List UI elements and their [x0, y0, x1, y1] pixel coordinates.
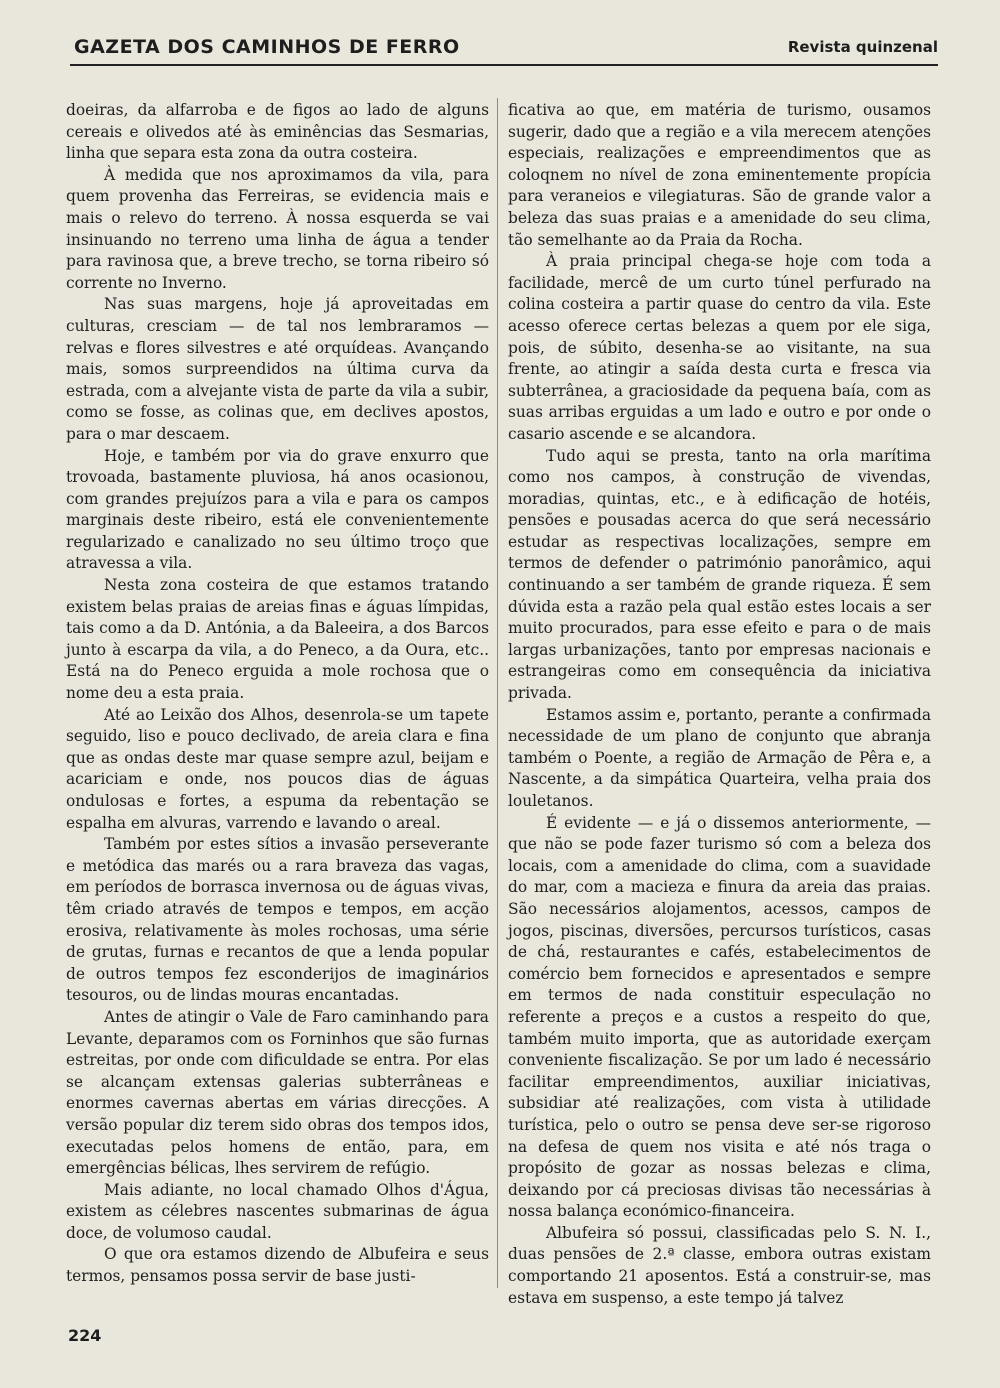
paragraph: É evidente — e já o dissemos anteriormente, — que não se pode fazer turismo só com a beleza dos locais, com a amenidade do clima, com a suavidade do mar, com a macieza e finura da areia das praias. São necessários alojamentos, acessos, campos de jogos, piscinas, diversões, percursos turísticos, casas de chá, restaurantes e cafés, estabelecimentos de comércio bem fornecidos e apresentados e sempre em termos de nada constituir especulação no referente a preços e a custos a respeito do que, também muito importa, que as autoridade exerçam conveniente fiscalização. Se por um lado é necessário facilitar empreendimentos, auxiliar iniciativas, subsidiar até realizações, com vista à utilidade turística, pelo o outro se pensa deve ser-se rigoroso na defesa de quem nos visita e até nós traga o propósito de gozar as nossas belezas e clima, deixando por cá preciosas divisas tão necessárias à nossa balança económico-financeira. [508, 813, 931, 1221]
header-rule [70, 64, 938, 66]
paragraph: Antes de atingir o Vale de Faro caminhando para Levante, deparamos com os Forninhos que são furnas estreitas, por onde com dificuldade se entra. Por elas se alcançam extensas galerias subterrâneas e enormes cavernas abertas em várias direcções. A versão popular diz terem sido obras dos tempos idos, executadas pelos homens de então, para, em emergências bélicas, lhes servirem de refúgio. [66, 1007, 489, 1178]
paragraph: Nas suas margens, hoje já aproveitadas em culturas, cresciam — de tal nos lembraramos — relvas e flores silvestres e até orquídeas. Avançando mais, somos surpreendidos na última curva da estrada, com a alvejante vista de parte da vila a subir, como se fosse, as colinas que, em declives apostos, para o mar descaem. [66, 295, 489, 443]
paragraph: Tudo aqui se presta, tanto na orla marítima como nos campos, à construção de vivendas, moradias, quintas, etc., e à edificação de hotéis, pensões e pousadas acerca do que será necessário estudar as respectivas localizações, sempre em termos de defender o património panorâmico, aqui continuando a ser também de grande riqueza. É sem dúvida esta a razão pela qual estão estes locais a ser muito procurados, para esse efeito e para o de mais largas urbanizações, tanto por empresas nacionais e estrangeiras como em consequência da iniciativa privada. [508, 446, 931, 703]
paragraph: À medida que nos aproximamos da vila, para quem provenha das Ferreiras, se evidencia mais e mais o relevo do terreno. À nossa esquerda se vai insinuando no terreno uma linha de água a tender para ravinosa que, a breve trecho, se torna ribeiro só corrente no Inverno. [66, 165, 489, 292]
paragraph: Também por estes sítios a invasão perseverante e metódica das marés ou a rara braveza das vagas, em períodos de borrasca invernosa ou de águas vivas, têm criado através de tempos e tempos, em acção erosiva, relativamente às moles rochosas, uma série de grutas, furnas e recantos de que a lenda popular de outros tempos fez esconderijos de imaginários tesouros, ou de lindas mouras encantadas. [66, 835, 489, 1005]
paragraph: Nesta zona costeira de que estamos tratando existem belas praias de areias finas e águas límpidas, tais como a da D. Antónia, a da Baleeira, a dos Barcos junto à escarpa da vila, a do Peneco, a da Oura, etc.. Está na do Peneco erguida a mole rochosa que o nome deu a esta praia. [66, 576, 489, 703]
page-number: 224 [68, 1326, 102, 1345]
paragraph: Estamos assim e, portanto, perante a confirmada necessidade de um plano de conjunto que abranja também o Poente, a região de Armação de Pêra e, a Nascente, a da simpática Quarteira, velha praia dos louletanos. [508, 705, 931, 810]
paragraph: Hoje, e também por via do grave enxurro que trovoada, bastamente pluviosa, há anos ocasionou, com grandes prejuízos para a vila e para os campos marginais deste ribeiro, está ele convenientemente regularizado e canalizado no seu último troço que atravessa a vila. [66, 446, 489, 573]
journal-title: GAZETA DOS CAMINHOS DE FERRO [74, 36, 460, 58]
journal-subtitle: Revista quinzenal [787, 38, 938, 56]
column-divider [497, 98, 498, 1288]
paragraph: doeiras, da alfarroba e de figos ao lado de alguns cereais e olivedos até às eminências das Sesmarias, linha que separa esta zona da outra costeira. [66, 101, 489, 163]
left-column [66, 100, 489, 1288]
paragraph: Mais adiante, no local chamado Olhos d'Água, existem as célebres nascentes submarinas de água doce, de volumoso caudal. [66, 1180, 489, 1242]
paragraph: ficativa ao que, em matéria de turismo, ousamos sugerir, dado que a região e a vila merecem atenções especiais, realizações e empreendimentos que as coloqnem no nível de zona eminentemente propícia para veraneios e vilegiaturas. São de grande valor a beleza das suas praias e a amenidade do seu clima, tão semelhante ao da Praia da Rocha. [508, 101, 931, 249]
page-header [70, 36, 938, 64]
paragraph: O que ora estamos dizendo de Albufeira e seus termos, pensamos possa servir de base justi- [66, 1245, 489, 1286]
right-column [508, 100, 931, 1309]
paragraph: À praia principal chega-se hoje com toda a facilidade, mercê de um curto túnel perfurado na colina costeira a partir quase do centro da vila. Este acesso oferece certas belezas a quem por ele siga, pois, de súbito, desenha-se ao visitante, na sua frente, ao atingir a saída desta curta e fresca via subterrânea, a graciosidade da pequena baía, com as suas arribas erguidas a um lado e outro e por onde o casario ascende e se alcandora. [508, 252, 931, 443]
paragraph: Até ao Leixão dos Alhos, desenrola-se um tapete seguido, liso e pouco declivado, de areia clara e fina que as ondas deste mar quase sempre azul, beijam e acariciam e onde, nos poucos dias de águas ondulosas e fortes, a espuma da rebentação se espalha em alvuras, varrendo e lavando o areal. [66, 705, 489, 832]
paragraph: Albufeira só possui, classificadas pelo S. N. I., duas pensões de 2.ª classe, embora outras existam comportando 21 aposentos. Está a construir-se, mas estava em suspenso, a este tempo já talvez [508, 1223, 931, 1307]
